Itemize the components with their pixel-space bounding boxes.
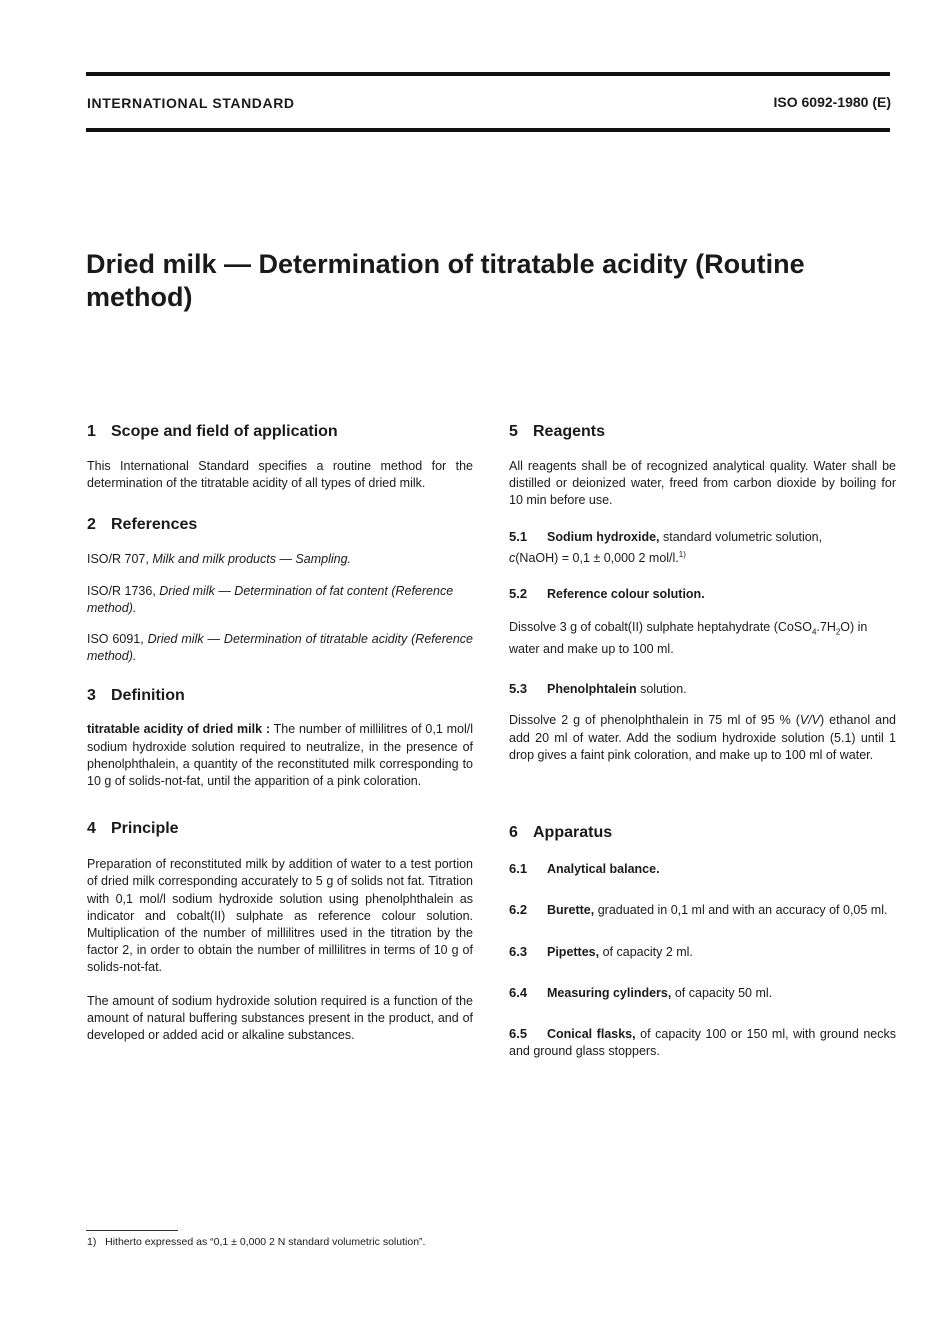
- section-number: 5: [509, 423, 518, 440]
- definition-paragraph: [87, 721, 473, 790]
- formula-text: (NaOH) = 0,1 ± 0,000 2 mol/l.: [515, 550, 679, 565]
- section-title: Definition: [111, 687, 185, 705]
- section-heading-scope: [87, 423, 473, 441]
- section-title: Principle: [111, 820, 179, 838]
- footnote-text: Hitherto expressed as “0,1 ± 0,000 2 N standard volumetric solution”.: [105, 1236, 426, 1248]
- reagent-item: [509, 585, 896, 603]
- header-top-rule: [86, 72, 890, 76]
- item-text: standard volumetric solution,: [663, 529, 823, 544]
- item-name: Sodium hydroxide,: [547, 529, 660, 544]
- reference-item: [87, 551, 473, 568]
- principle-paragraph: Preparation of reconstituted milk by addition of water to a test portion of dried milk corresponding accurately to 5 g of solids not fat. Titration with 0,1 mol/l sodium hydroxide solution using phenolphthalein as indicator and cobalt(II) sulphate as reference colour solution. Multiplication of the number of millilitres used in the titration by the factor 2, in order to obtain the number of millilitres in terms of 10 g of solids-not-fat.: [87, 857, 473, 975]
- section-heading-references: [87, 516, 473, 534]
- subscript: 4: [811, 627, 817, 637]
- definition-term: titratable acidity of dried milk :: [87, 722, 271, 737]
- item-text: of capacity 2 ml.: [602, 944, 693, 959]
- definition-text: The number of millilitres of 0,1 mol/l sodium hydroxide solution required to neutralize, in the presence of phenolphthalein, a quantity of the reconstituted milk corresponding to 10 g of solids-not-fat, until the apparition of a pink coloration.: [87, 722, 473, 789]
- section-number: 1: [87, 423, 96, 440]
- text-run: O) in water and make up to 100 ml.: [509, 620, 868, 657]
- text-run: .7H: [816, 620, 836, 635]
- section-heading-reagents: [509, 423, 896, 441]
- reference-title: Dried milk — Determination of fat content (Reference method).: [87, 583, 454, 615]
- principle-paragraph: The amount of sodium hydroxide solution required is a function of the amount of natural buffering substances present in the product, and of developed or added acid or alkaline substances.: [87, 993, 473, 1043]
- left-column: [87, 423, 473, 1044]
- section-heading-principle: [87, 820, 473, 838]
- reagent-item: [509, 528, 896, 568]
- item-number: 6.2: [509, 902, 528, 918]
- section-number: 4: [87, 820, 96, 838]
- reagent-description: [509, 619, 896, 658]
- reference-code: ISO 6091,: [87, 632, 144, 647]
- text-run: Dissolve 3 g of cobalt(II) sulphate heptahydrate (CoSO: [509, 620, 812, 635]
- document-type: INTERNATIONAL STANDARD: [87, 95, 295, 111]
- scope-paragraph: This International Standard specifies a routine method for the determination of the titratable acidity of all types of dried milk.: [87, 459, 473, 491]
- item-text: graduated in 0,1 ml and with an accuracy of 0,05 ml.: [597, 903, 888, 918]
- reference-code: ISO/R 707,: [87, 552, 149, 567]
- right-column: [509, 423, 896, 1060]
- reagent-item: [509, 680, 896, 698]
- item-text: of capacity 100 or 150 ml, with ground necks and ground glass stoppers.: [509, 1026, 897, 1059]
- header-bottom-rule: [86, 128, 890, 132]
- item-number: 6.4: [509, 984, 528, 1000]
- reference-title: Dried milk — Determination of titratable acidity (Reference method).: [87, 632, 473, 664]
- item-name: Measuring cylinders,: [547, 985, 672, 1000]
- item-text: solution.: [640, 682, 687, 697]
- footnote-mark: 1): [678, 549, 686, 559]
- section-heading-definition: [87, 687, 473, 705]
- item-number: 6.5: [509, 1025, 528, 1041]
- section-number: 2: [87, 516, 96, 534]
- reference-title: Milk and milk products — Sampling.: [152, 552, 352, 567]
- subscript: 2: [835, 627, 841, 637]
- item-number: 5.2: [509, 586, 528, 602]
- item-number: 5.1: [509, 528, 528, 544]
- item-number: 6.3: [509, 943, 528, 959]
- item-number: 5.3: [509, 681, 528, 697]
- text-run: ) ethanol and add 20 ml of water. Add the sodium hydroxide solution (5.1) until 1 drop gives a faint pink coloration, and make up to 100 ml of water.: [509, 713, 896, 762]
- text-run: Dissolve 2 g of phenolphthalein in 75 ml of 95 % (: [509, 713, 800, 728]
- section-title: Apparatus: [533, 824, 613, 842]
- apparatus-item: [509, 1025, 896, 1060]
- item-name: Phenolphtalein: [547, 682, 637, 697]
- item-name: Reference colour solution.: [547, 587, 705, 602]
- section-number: 6: [509, 824, 518, 842]
- item-name: Burette,: [547, 903, 595, 918]
- footnote-rule: [86, 1230, 178, 1231]
- apparatus-item: [509, 984, 896, 1002]
- item-text: of capacity 50 ml.: [674, 985, 773, 1000]
- document-title: Dried milk — Determination of titratable acidity (Routine method): [86, 249, 805, 312]
- reference-code: ISO/R 1736,: [87, 583, 156, 598]
- footnote-mark: 1): [87, 1236, 97, 1248]
- standard-number: ISO 6092-1980 (E): [773, 94, 891, 110]
- reference-item: [87, 631, 473, 665]
- section-number: 3: [87, 687, 96, 705]
- footnote: [87, 1236, 425, 1248]
- apparatus-item: [509, 901, 896, 919]
- item-name: Pipettes,: [547, 944, 600, 959]
- section-title: Reagents: [533, 423, 606, 440]
- item-number: 6.1: [509, 861, 528, 877]
- text-run: V/V: [799, 713, 821, 728]
- formula-symbol: c: [509, 550, 516, 565]
- reagents-paragraph: All reagents shall be of recognized analytical quality. Water shall be distilled or deionized water, freed from carbon dioxide by boiling for 10 min before use.: [509, 459, 896, 508]
- reference-item: [87, 583, 473, 617]
- reagent-description: [509, 712, 896, 764]
- apparatus-item: [509, 943, 896, 961]
- apparatus-item: [509, 860, 896, 878]
- item-name: Conical flasks,: [547, 1026, 636, 1041]
- section-title: References: [111, 516, 198, 534]
- section-heading-apparatus: [509, 824, 896, 842]
- item-name: Analytical balance.: [547, 862, 660, 877]
- section-title: Scope and field of application: [111, 423, 338, 440]
